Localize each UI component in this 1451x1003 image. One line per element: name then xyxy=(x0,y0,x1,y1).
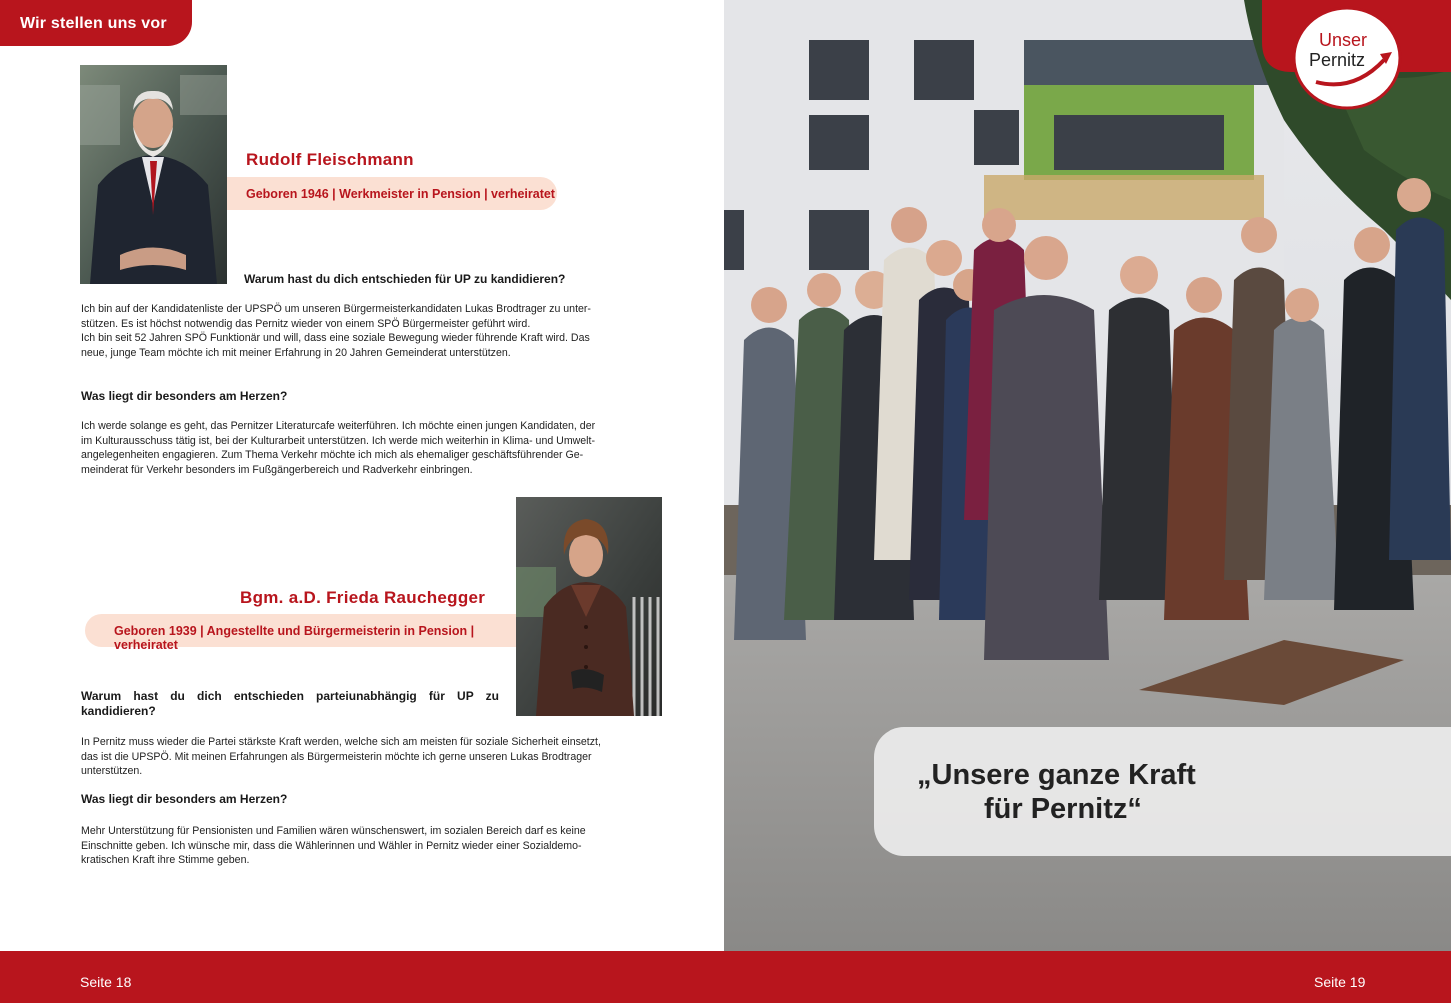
footer-bar xyxy=(0,951,1451,1003)
text-line: kratischen Kraft ihre Stimme geben. xyxy=(81,854,250,867)
slogan-line-1: „Unsere ganze Kraft xyxy=(917,759,1196,791)
person2-answer-1 xyxy=(81,735,662,779)
text-line: unterstützen. xyxy=(81,765,143,778)
text-line: Mehr Unterstützung für Pensionisten und Familien wären wünschenswert, im sozialen Bereich darf es keine xyxy=(81,825,586,837)
text-line: Ich bin seit 52 Jahren SPÖ Funktionär und will, dass eine soziale Bewegung wieder führende Kraft wird. Das xyxy=(81,332,590,345)
person2-question-2: Was liegt dir besonders am Herzen? xyxy=(81,792,288,806)
left-page xyxy=(0,0,724,1003)
person2-question-1 xyxy=(81,689,499,719)
portrait-image xyxy=(80,65,227,284)
text-line: In Pernitz muss wieder die Partei stärkste Kraft werden, welche sich am meisten für soziale Sicherheit einsetzt, xyxy=(81,736,601,748)
person1-name: Rudolf Fleischmann xyxy=(246,150,414,169)
person1-question-1: Warum hast du dich entschieden für UP zu kandidieren? xyxy=(244,272,566,286)
portrait-frieda-rauchegger xyxy=(516,497,662,716)
text-line: angelegenheiten engagieren. Zum Thema Verkehr möchte ich mich als ehemaliger geschäftsführender Ge- xyxy=(81,449,584,462)
right-page xyxy=(724,0,1451,951)
text-line: stützen. Es ist höchst notwendig das Pernitz wieder von einem SPÖ Bürgermeister geführt wird. xyxy=(81,317,531,330)
section-tab: Wir stellen uns vor xyxy=(0,0,192,46)
text-line: neue, junge Team möchte ich mit meiner Erfahrung in 20 Jahren Gemeinderat unterstützen. xyxy=(81,346,511,359)
person1-info-pill: Geboren 1946 | Werkmeister in Pension | verheiratet xyxy=(227,177,557,210)
question-line: kandidieren? xyxy=(81,704,156,718)
text-line: das ist die UPSPÖ. Mit meinen Erfahrungen als Bürgermeisterin möchte ich gerne unseren Lukas Brodtrager xyxy=(81,750,592,763)
text-line: Ich bin auf der Kandidatenliste der UPSPÖ um unseren Bürgermeisterkandidaten Lukas Brodtrager zu unter- xyxy=(81,303,591,315)
slogan-line-2: für Pernitz“ xyxy=(984,793,1142,825)
text-line: Ich werde solange es geht, das Pernitzer Literaturcafe weiterführen. Ich möchte einen jungen Kandidaten, der xyxy=(81,420,596,432)
logo-word-unser: Unser xyxy=(1319,30,1368,50)
page-number-right: Seite 19 xyxy=(1314,974,1366,990)
slogan-box xyxy=(874,727,1451,856)
text-line: im Kulturausschuss tätig ist, bei der Kulturarbeit unterstützen. Ich werde mich weiterhin in Klima- und Umwelt- xyxy=(81,434,596,447)
person2-name: Bgm. a.D. Frieda Rauchegger xyxy=(240,588,486,607)
person2-answer-2 xyxy=(81,824,662,868)
portrait-rudolf-fleischmann xyxy=(80,65,227,284)
logo-word-pernitz: Pernitz xyxy=(1309,50,1366,70)
person1-answer-2 xyxy=(81,419,662,477)
text-line: Einschnitte geben. Ich wünsche mir, dass die Wählerinnen und Wähler in Pernitz wieder einer Sozialdemo- xyxy=(81,839,582,852)
question-line: Warum hast du dich entschieden parteiunabhängig für UP zu xyxy=(81,689,499,703)
page-number-left: Seite 18 xyxy=(80,974,132,990)
text-line: meinderat für Verkehr besonders im Fußgängerbereich und Radverkehr einbringen. xyxy=(81,463,473,476)
person2-info-pill: Geboren 1939 | Angestellte und Bürgermeisterin in Pension | verheiratet xyxy=(85,614,516,647)
portrait-image xyxy=(516,497,662,716)
person1-question-2: Was liegt dir besonders am Herzen? xyxy=(81,389,288,403)
person1-answer-1 xyxy=(81,302,662,360)
